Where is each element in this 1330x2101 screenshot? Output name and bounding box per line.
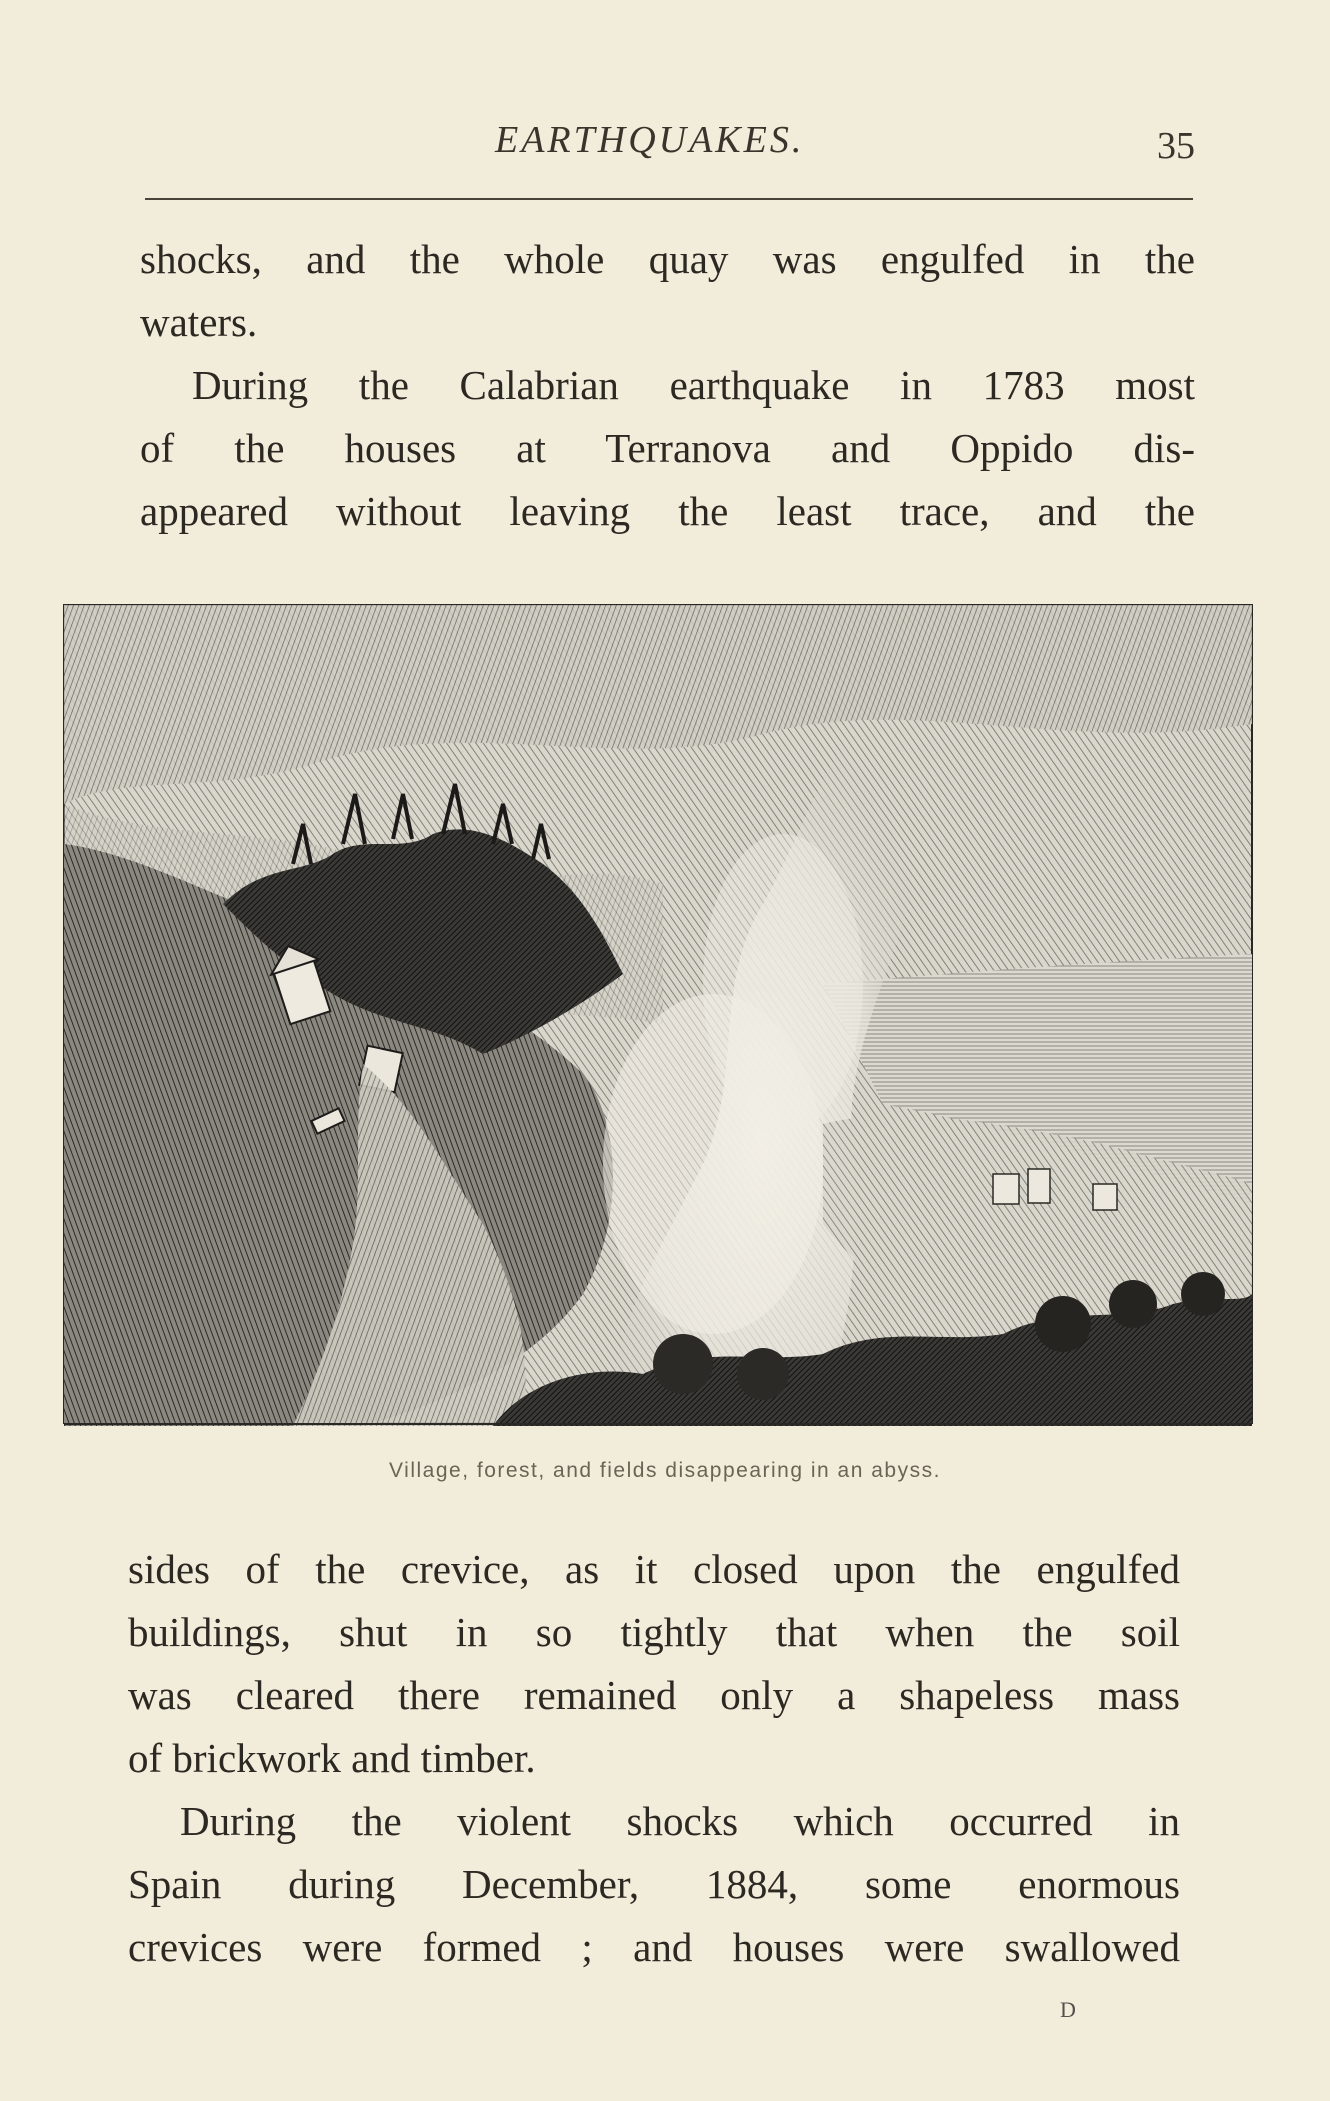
signature-mark: D bbox=[1060, 1997, 1076, 2022]
text-block-bottom bbox=[128, 1538, 1180, 1979]
text-line: During the Calabrian earthquake in 1783 most bbox=[192, 362, 1195, 408]
abyss-engraving bbox=[63, 604, 1253, 1426]
text-line: appeared without leaving the least trace, and the bbox=[140, 488, 1195, 534]
text-line: shocks, and the whole quay was engulfed in the bbox=[140, 236, 1195, 282]
text-line: sides of the crevice, as it closed upon the engulfed bbox=[128, 1546, 1180, 1592]
text-line: was cleared there remained only a shapeless mass bbox=[128, 1672, 1180, 1718]
text-line: crevices were formed ; and houses were swallowed bbox=[128, 1924, 1180, 1970]
figure-caption: Village, forest, and fields disappearing in an abyss. bbox=[389, 1459, 941, 1482]
text-line: Spain during December, 1884, some enormous bbox=[128, 1861, 1180, 1907]
running-head bbox=[140, 118, 1195, 178]
text-line: During the violent shocks which occurred in bbox=[180, 1798, 1180, 1844]
text-line: of the houses at Terranova and Oppido dis- bbox=[140, 425, 1195, 471]
text-line: waters. bbox=[140, 299, 258, 345]
engraving-illustration bbox=[63, 604, 1253, 1426]
running-title: EARTHQUAKES. bbox=[495, 119, 805, 161]
text-line: of brickwork and timber. bbox=[128, 1735, 536, 1781]
page-number: 35 bbox=[1157, 125, 1195, 167]
header-rule bbox=[145, 198, 1193, 200]
text-block-top bbox=[140, 228, 1195, 543]
text-line: buildings, shut in so tightly that when the soil bbox=[128, 1609, 1180, 1655]
